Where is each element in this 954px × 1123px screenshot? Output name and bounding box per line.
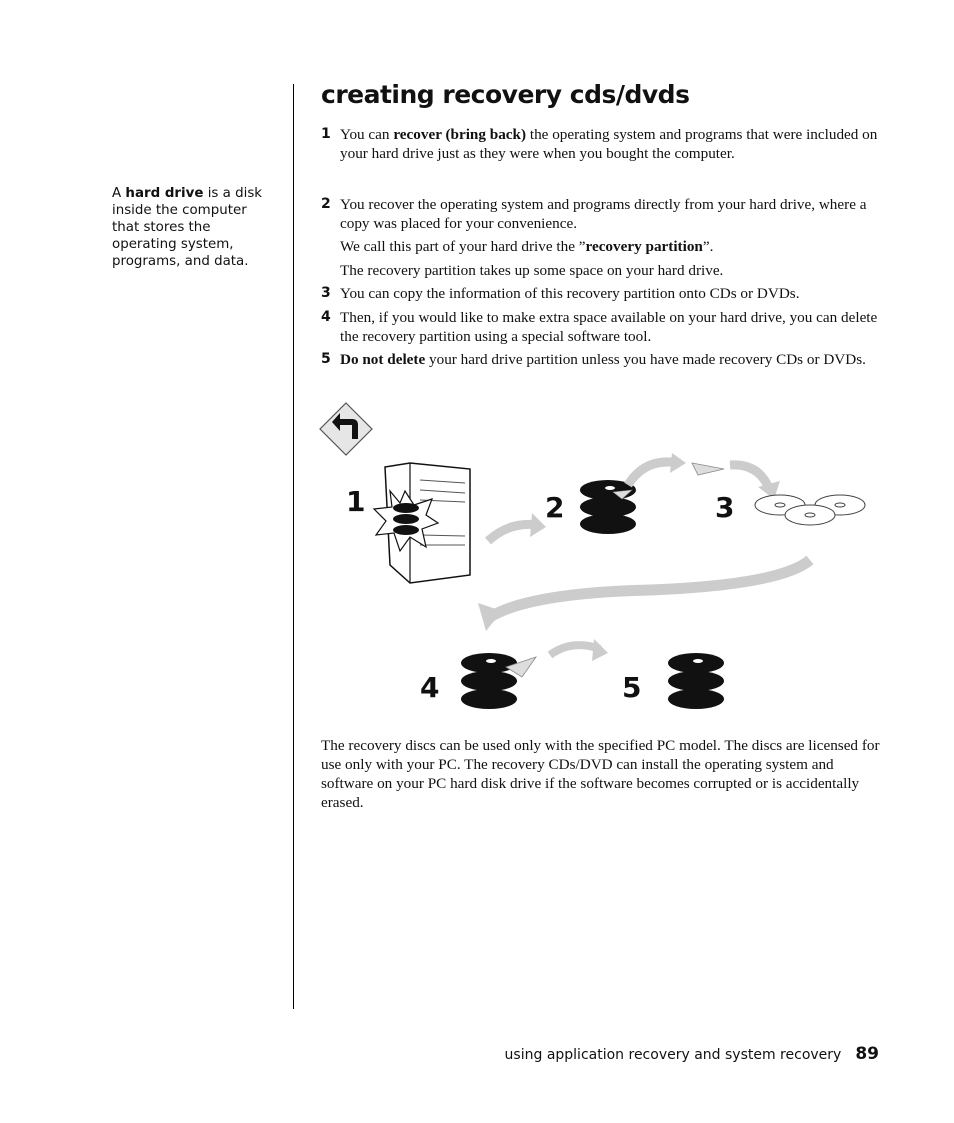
sidenote-term: hard drive xyxy=(125,186,204,201)
step-2-space-line: The recovery partition takes up some space on your hard drive. xyxy=(340,262,724,279)
illustration-label-5: 5 xyxy=(622,671,642,704)
step-bold-text: Do not delete xyxy=(340,351,426,368)
hard-disk-stack-icon xyxy=(668,653,724,709)
step-1 xyxy=(321,125,881,163)
return-arrow-icon xyxy=(320,403,372,455)
step-number: 4 xyxy=(321,309,331,325)
sidenote xyxy=(112,185,272,270)
para-bold-text: recovery partition xyxy=(585,238,703,255)
hard-disk-stack-icon xyxy=(461,653,536,709)
cd-discs-icon xyxy=(755,495,865,525)
step-5 xyxy=(321,350,881,369)
footer-section-title: using application recovery and system recovery xyxy=(504,1047,842,1063)
step-2 xyxy=(321,195,881,233)
step-4 xyxy=(321,308,881,346)
step-text: your hard drive partition unless you have made recovery CDs or DVDs. xyxy=(425,351,866,368)
step-number: 5 xyxy=(321,351,331,367)
step-bold-text: recover (bring back) xyxy=(393,126,527,143)
step-text: You recover the operating system and programs directly from your hard drive, where a copy was placed for your convenience. xyxy=(340,196,867,232)
para-text: ”. xyxy=(702,238,714,255)
page-title: creating recovery cds/dvds xyxy=(321,80,690,109)
step-text: Then, if you would like to make extra space available on your hard drive, you can delete the recovery partition using a special software tool. xyxy=(340,309,878,345)
closing-paragraph: The recovery discs can be used only with the specified PC model. The discs are licensed for use only with your PC. The recovery CDs/DVD can install the operating system and software on your PC hard disk drive if the software becomes corrupted or is accidentally erased. xyxy=(321,737,880,811)
step-number: 2 xyxy=(321,196,331,212)
step-text: You can xyxy=(340,126,394,143)
step-3 xyxy=(321,284,881,303)
step-text: the operating system and programs that were included on your hard drive just as they were when you bought the computer. xyxy=(340,126,878,162)
hard-disk-stack-icon xyxy=(580,480,636,534)
illustration-label-4: 4 xyxy=(420,671,440,704)
recovery-process-illustration xyxy=(310,395,890,725)
para-text: We call this part of your hard drive the ” xyxy=(340,238,586,255)
step-text: You can copy the information of this recovery partition onto CDs or DVDs. xyxy=(340,285,800,302)
sidenote-prefix: A xyxy=(112,186,126,201)
vertical-rule xyxy=(293,84,294,1009)
step-2-recovery-partition-line xyxy=(340,237,880,256)
step-number: 1 xyxy=(321,126,331,142)
page-footer xyxy=(505,1044,879,1064)
page-number: 89 xyxy=(855,1044,879,1064)
sidenote-text: is a disk inside the computer that stores the operating system, programs, and data. xyxy=(112,186,263,269)
computer-tower-icon xyxy=(374,463,470,583)
illustration-label-3: 3 xyxy=(715,491,735,524)
illustration-label-2: 2 xyxy=(545,491,565,524)
illustration-label-1: 1 xyxy=(346,485,366,518)
step-number: 3 xyxy=(321,285,331,301)
